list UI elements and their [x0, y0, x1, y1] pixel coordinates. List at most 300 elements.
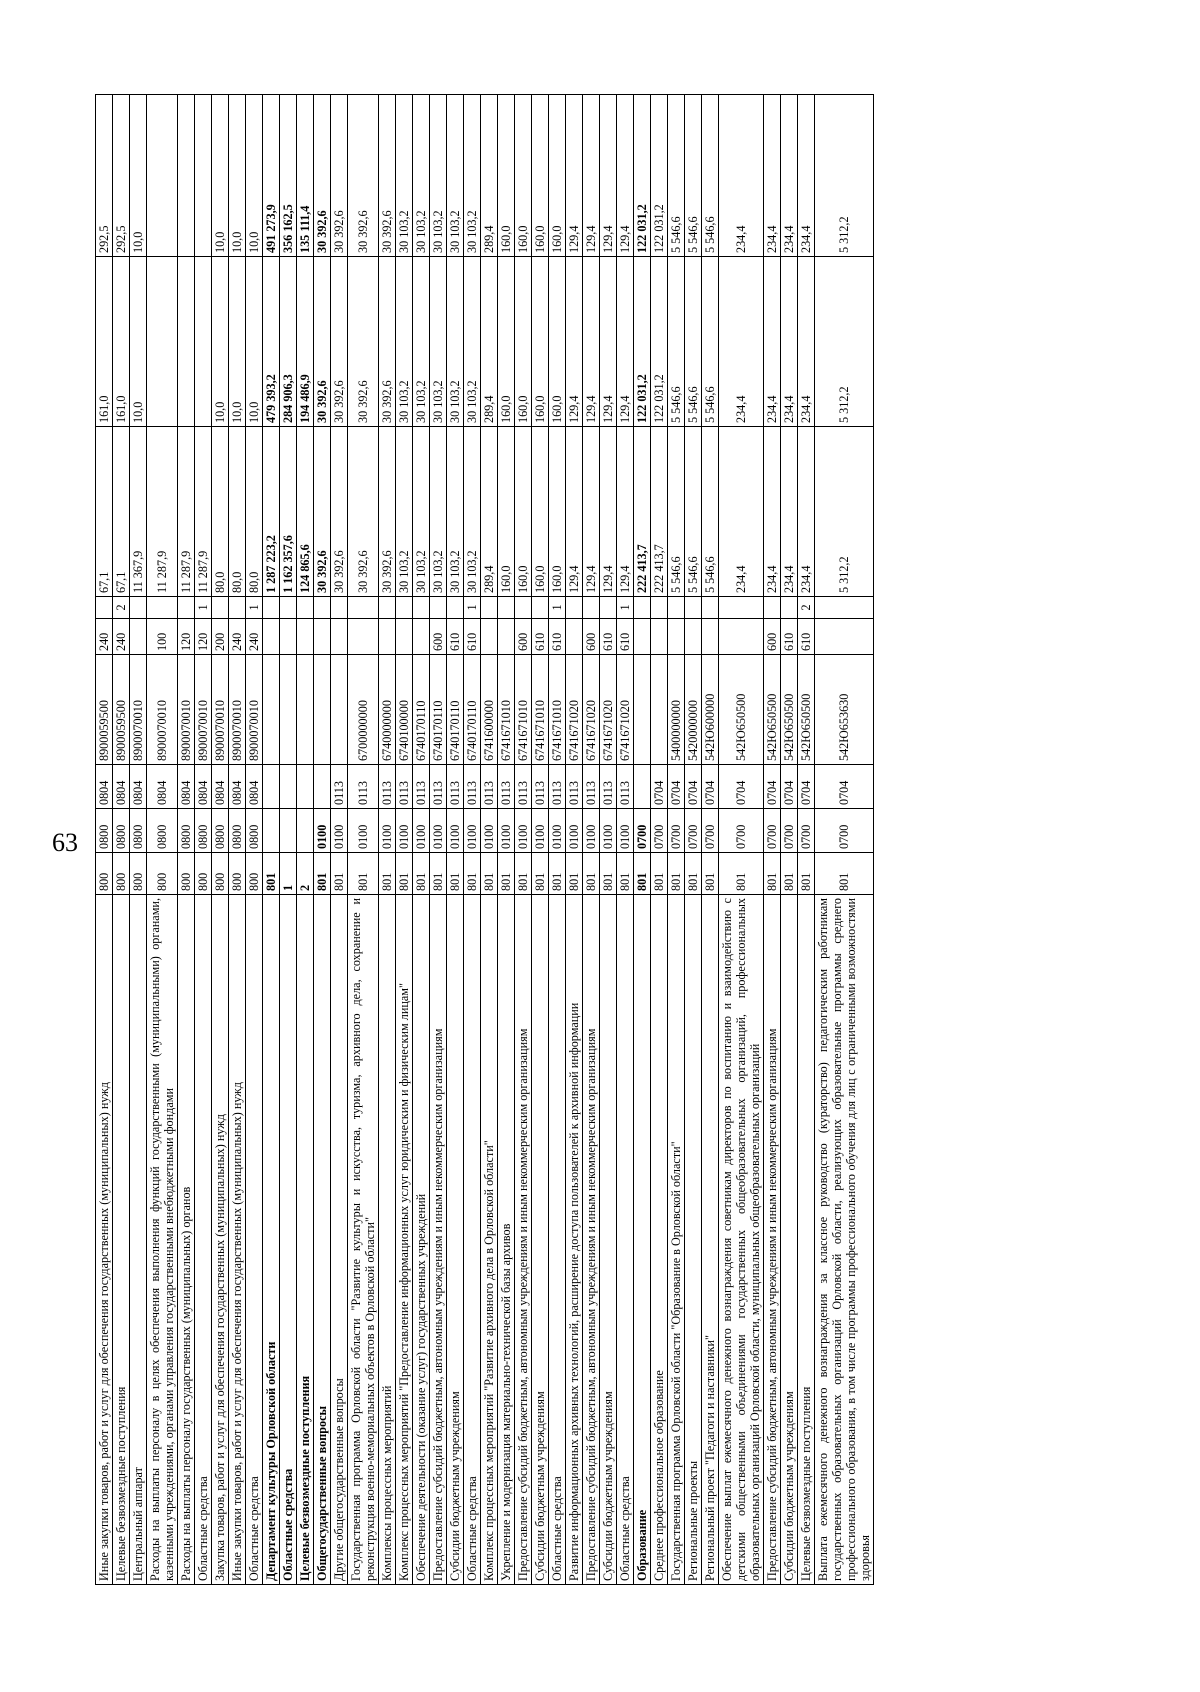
row-source-code	[815, 597, 874, 619]
row-subsection-code: 0113	[566, 765, 583, 809]
row-grbs-code: 800	[147, 853, 178, 895]
row-section-code: 0700	[668, 809, 685, 853]
row-subsection-code: 0804	[147, 765, 178, 809]
row-section-code: 0800	[212, 809, 229, 853]
row-amount-year-3: 292,5	[96, 95, 113, 257]
row-grbs-code: 800	[212, 853, 229, 895]
table-row	[464, 95, 481, 1585]
row-section-code: 0100	[566, 809, 583, 853]
row-source-code	[634, 597, 651, 619]
row-section-code: 0100	[413, 809, 430, 853]
row-amount-year-3: 10,0	[130, 95, 147, 257]
row-target-article-code: 6741671020	[566, 655, 583, 765]
row-amount-year-2: 160,0	[532, 257, 549, 427]
row-amount-year-2: 234,4	[781, 257, 798, 427]
row-name: Укрепление и модернизация материально-технической базы архивов	[498, 895, 515, 1585]
row-subsection-code: 0113	[549, 765, 566, 809]
row-grbs-code: 800	[246, 853, 263, 895]
row-grbs-code: 801	[634, 853, 651, 895]
row-amount-year-2: 30 392,6	[331, 257, 348, 427]
row-target-article-code: 8900070010	[130, 655, 147, 765]
row-amount-year-3: 160,0	[498, 95, 515, 257]
row-source-code	[702, 597, 719, 619]
row-source-code	[781, 597, 798, 619]
table-row	[719, 95, 764, 1585]
row-amount-year-2: 160,0	[515, 257, 532, 427]
row-name: Субсидии бюджетным учреждениям	[532, 895, 549, 1585]
row-target-article-code: 542Ю600000	[702, 655, 719, 765]
row-expense-type-code	[314, 619, 331, 655]
row-target-article-code: 8900070010	[195, 655, 212, 765]
row-amount-year-2: 194 486,9	[297, 257, 314, 427]
table-row	[130, 95, 147, 1585]
row-subsection-code: 0704	[719, 765, 764, 809]
row-amount-year-3: 234,4	[764, 95, 781, 257]
row-name: Расходы на выплаты персоналу государственных (муниципальных) органов	[178, 895, 195, 1585]
row-amount-year-2: 30 392,6	[379, 257, 396, 427]
row-amount-year-3: 30 392,6	[331, 95, 348, 257]
row-section-code: 0700	[685, 809, 702, 853]
row-target-article-code: 6741671010	[549, 655, 566, 765]
row-subsection-code	[297, 765, 314, 809]
table-row	[96, 95, 113, 1585]
row-grbs-code: 801	[600, 853, 617, 895]
page-number: 63	[52, 828, 78, 857]
row-amount-year-1: 80,0	[212, 427, 229, 597]
row-amount-year-2: 30 103,2	[447, 257, 464, 427]
row-section-code: 0100	[348, 809, 379, 853]
row-grbs-code: 801	[651, 853, 668, 895]
row-target-article-code: 8900059500	[113, 655, 130, 765]
row-section-code: 0100	[515, 809, 532, 853]
row-name: Субсидии бюджетным учреждениям	[781, 895, 798, 1585]
row-source-code	[314, 597, 331, 619]
row-name: Областные средства	[195, 895, 212, 1585]
row-amount-year-2: 5 546,6	[685, 257, 702, 427]
row-grbs-code: 801	[331, 853, 348, 895]
row-grbs-code: 801	[668, 853, 685, 895]
row-amount-year-1: 30 103,2	[413, 427, 430, 597]
row-amount-year-1: 160,0	[549, 427, 566, 597]
row-name: Государственная программа Орловской области "Развитие культуры и искусства, туризма, архивного дела, сохранение и реконструкция военно-мемориальных объектов в Орловской области"	[348, 895, 379, 1585]
row-subsection-code: 0704	[685, 765, 702, 809]
row-grbs-code: 801	[447, 853, 464, 895]
row-section-code: 0800	[113, 809, 130, 853]
row-target-article-code: 8900059500	[96, 655, 113, 765]
row-amount-year-1: 67,1	[113, 427, 130, 597]
row-amount-year-3: 30 103,2	[413, 95, 430, 257]
row-subsection-code: 0704	[702, 765, 719, 809]
row-expense-type-code: 610	[617, 619, 634, 655]
row-amount-year-2: 30 392,6	[314, 257, 331, 427]
row-target-article-code: 5400000000	[668, 655, 685, 765]
row-amount-year-3	[178, 95, 195, 257]
row-amount-year-1: 129,4	[617, 427, 634, 597]
row-target-article-code: 8900070010	[147, 655, 178, 765]
row-amount-year-1: 30 103,2	[447, 427, 464, 597]
row-name: Расходы на выплаты персоналу в целях обеспечения выполнения функций государственными (муниципальными) органами, казенными учреждениями, органами управления государственными внебюджетными фондами	[147, 895, 178, 1585]
row-grbs-code: 801	[532, 853, 549, 895]
row-name: Областные средства	[280, 895, 297, 1585]
row-amount-year-2	[147, 257, 178, 427]
table-row	[430, 95, 447, 1585]
table-row	[396, 95, 413, 1585]
row-expense-type-code: 610	[464, 619, 481, 655]
row-grbs-code: 800	[130, 853, 147, 895]
row-expense-type-code: 120	[195, 619, 212, 655]
row-source-code	[379, 597, 396, 619]
row-target-article-code: 542Ю653630	[815, 655, 874, 765]
row-name: Предоставление субсидий бюджетным, автономным учреждениям и иным некоммерческим организациям	[764, 895, 781, 1585]
row-amount-year-1: 80,0	[246, 427, 263, 597]
row-expense-type-code	[719, 619, 764, 655]
row-expense-type-code	[685, 619, 702, 655]
row-amount-year-1: 129,4	[600, 427, 617, 597]
table-row	[668, 95, 685, 1585]
row-amount-year-1: 5 546,6	[685, 427, 702, 597]
row-target-article-code: 6740170110	[447, 655, 464, 765]
row-name: Областные средства	[246, 895, 263, 1585]
row-name: Субсидии бюджетным учреждениям	[600, 895, 617, 1585]
row-amount-year-2: 479 393,2	[263, 257, 280, 427]
row-amount-year-2: 30 103,2	[413, 257, 430, 427]
row-section-code: 0800	[147, 809, 178, 853]
row-subsection-code	[280, 765, 297, 809]
row-amount-year-3: 30 392,6	[314, 95, 331, 257]
row-amount-year-1: 80,0	[229, 427, 246, 597]
row-amount-year-1: 124 865,6	[297, 427, 314, 597]
row-amount-year-3: 356 162,5	[280, 95, 297, 257]
row-grbs-code: 801	[566, 853, 583, 895]
row-name: Целевые безвозмездные поступления	[297, 895, 314, 1585]
row-amount-year-1: 289,4	[481, 427, 498, 597]
row-target-article-code: 6741671010	[498, 655, 515, 765]
row-expense-type-code: 600	[430, 619, 447, 655]
row-target-article-code: 6741671020	[600, 655, 617, 765]
row-grbs-code: 801	[515, 853, 532, 895]
row-source-code	[331, 597, 348, 619]
row-section-code: 0700	[702, 809, 719, 853]
row-section-code: 0100	[379, 809, 396, 853]
row-source-code	[348, 597, 379, 619]
row-amount-year-1: 129,4	[583, 427, 600, 597]
row-subsection-code: 0704	[798, 765, 815, 809]
table-row	[617, 95, 634, 1585]
row-grbs-code: 801	[702, 853, 719, 895]
row-section-code: 0100	[314, 809, 331, 853]
row-expense-type-code	[379, 619, 396, 655]
row-target-article-code: 6740170110	[464, 655, 481, 765]
row-source-code	[583, 597, 600, 619]
row-expense-type-code: 240	[229, 619, 246, 655]
row-target-article-code: 6740170110	[413, 655, 430, 765]
row-subsection-code: 0804	[96, 765, 113, 809]
row-source-code: 1	[246, 597, 263, 619]
row-amount-year-1: 11 287,9	[178, 427, 195, 597]
row-amount-year-3: 122 031,2	[651, 95, 668, 257]
row-amount-year-3: 289,4	[481, 95, 498, 257]
row-amount-year-1: 30 392,6	[379, 427, 396, 597]
row-amount-year-3: 122 031,2	[634, 95, 651, 257]
row-amount-year-1: 5 546,6	[668, 427, 685, 597]
row-amount-year-2: 10,0	[246, 257, 263, 427]
row-amount-year-1: 160,0	[532, 427, 549, 597]
row-amount-year-2: 10,0	[212, 257, 229, 427]
row-section-code: 0800	[195, 809, 212, 853]
table-row	[297, 95, 314, 1585]
row-expense-type-code	[702, 619, 719, 655]
row-target-article-code: 6741600000	[481, 655, 498, 765]
row-amount-year-3: 491 273,9	[263, 95, 280, 257]
row-subsection-code: 0804	[229, 765, 246, 809]
row-amount-year-2: 10,0	[229, 257, 246, 427]
row-section-code	[263, 809, 280, 853]
row-source-code: 2	[798, 597, 815, 619]
row-amount-year-3: 30 392,6	[348, 95, 379, 257]
row-section-code: 0700	[781, 809, 798, 853]
row-grbs-code: 801	[798, 853, 815, 895]
row-source-code	[600, 597, 617, 619]
table-row	[702, 95, 719, 1585]
row-amount-year-3: 30 103,2	[396, 95, 413, 257]
row-amount-year-3: 30 103,2	[430, 95, 447, 257]
row-amount-year-3	[195, 95, 212, 257]
row-grbs-code: 801	[781, 853, 798, 895]
row-expense-type-code	[331, 619, 348, 655]
row-source-code	[447, 597, 464, 619]
table-row	[498, 95, 515, 1585]
row-amount-year-3: 129,4	[617, 95, 634, 257]
row-source-code	[212, 597, 229, 619]
row-section-code: 0700	[764, 809, 781, 853]
row-source-code	[178, 597, 195, 619]
row-amount-year-1: 11 287,9	[147, 427, 178, 597]
row-expense-type-code	[481, 619, 498, 655]
row-target-article-code	[634, 655, 651, 765]
row-amount-year-3: 234,4	[781, 95, 798, 257]
row-target-article-code: 6740100000	[396, 655, 413, 765]
row-amount-year-2: 129,4	[617, 257, 634, 427]
row-grbs-code: 801	[430, 853, 447, 895]
row-subsection-code: 0113	[447, 765, 464, 809]
row-target-article-code: 8900070010	[178, 655, 195, 765]
row-source-code: 1	[195, 597, 212, 619]
row-subsection-code: 0113	[617, 765, 634, 809]
table-row	[481, 95, 498, 1585]
row-target-article-code	[297, 655, 314, 765]
row-section-code: 0800	[96, 809, 113, 853]
table-row	[195, 95, 212, 1585]
row-expense-type-code	[634, 619, 651, 655]
row-subsection-code: 0113	[430, 765, 447, 809]
table-row	[147, 95, 178, 1585]
row-grbs-code: 801	[314, 853, 331, 895]
row-subsection-code: 0113	[348, 765, 379, 809]
row-amount-year-3: 234,4	[798, 95, 815, 257]
row-section-code: 0100	[481, 809, 498, 853]
row-name: Департамент культуры Орловской области	[263, 895, 280, 1585]
row-name: Предоставление субсидий бюджетным, автономным учреждениям и иным некоммерческим организациям	[430, 895, 447, 1585]
table-row	[566, 95, 583, 1585]
row-target-article-code: 6740170110	[430, 655, 447, 765]
row-target-article-code: 542Ю650500	[764, 655, 781, 765]
row-expense-type-code: 600	[583, 619, 600, 655]
row-subsection-code	[263, 765, 280, 809]
row-amount-year-2: 5 312,2	[815, 257, 874, 427]
table-row	[549, 95, 566, 1585]
table-row	[263, 95, 280, 1585]
row-grbs-code: 801	[764, 853, 781, 895]
row-grbs-code: 800	[96, 853, 113, 895]
row-subsection-code: 0113	[396, 765, 413, 809]
row-name: Областные средства	[464, 895, 481, 1585]
row-source-code: 1	[464, 597, 481, 619]
row-name: Центральный аппарат	[130, 895, 147, 1585]
row-amount-year-1: 160,0	[498, 427, 515, 597]
table-row	[781, 95, 798, 1585]
table-row	[280, 95, 297, 1585]
row-subsection-code: 0113	[600, 765, 617, 809]
row-section-code: 0100	[447, 809, 464, 853]
row-amount-year-2: 129,4	[566, 257, 583, 427]
row-expense-type-code: 610	[532, 619, 549, 655]
row-amount-year-2: 30 103,2	[464, 257, 481, 427]
row-source-code	[147, 597, 178, 619]
row-expense-type-code	[815, 619, 874, 655]
row-subsection-code: 0804	[246, 765, 263, 809]
row-grbs-code: 801	[481, 853, 498, 895]
row-amount-year-2: 234,4	[764, 257, 781, 427]
row-target-article-code: 6700000000	[348, 655, 379, 765]
row-section-code: 0100	[464, 809, 481, 853]
row-target-article-code: 6741671010	[515, 655, 532, 765]
row-source-code	[719, 597, 764, 619]
row-target-article-code	[331, 655, 348, 765]
row-section-code: 0100	[498, 809, 515, 853]
row-amount-year-2: 129,4	[583, 257, 600, 427]
row-amount-year-3: 129,4	[600, 95, 617, 257]
rotated-document	[95, 95, 1045, 1585]
row-section-code: 0100	[430, 809, 447, 853]
row-amount-year-1: 30 103,2	[464, 427, 481, 597]
row-name: Иные закупки товаров, работ и услуг для обеспечения государственных (муниципальных) нужд	[229, 895, 246, 1585]
row-amount-year-1: 129,4	[566, 427, 583, 597]
row-section-code: 0700	[798, 809, 815, 853]
row-amount-year-1: 160,0	[515, 427, 532, 597]
row-amount-year-3	[147, 95, 178, 257]
row-subsection-code: 0704	[651, 765, 668, 809]
row-source-code	[297, 597, 314, 619]
row-amount-year-1: 234,4	[764, 427, 781, 597]
row-source-code	[532, 597, 549, 619]
row-name: Комплекс процессных мероприятий "Развитие архивного дела в Орловской области"	[481, 895, 498, 1585]
row-name: Среднее профессиональное образование	[651, 895, 668, 1585]
row-amount-year-1: 11 287,9	[195, 427, 212, 597]
row-subsection-code: 0704	[668, 765, 685, 809]
row-grbs-code: 801	[348, 853, 379, 895]
budget-table-body	[96, 95, 874, 1585]
row-target-article-code: 5420000000	[685, 655, 702, 765]
row-amount-year-2: 30 103,2	[430, 257, 447, 427]
row-grbs-code: 801	[719, 853, 764, 895]
row-target-article-code: 6740000000	[379, 655, 396, 765]
row-section-code: 0700	[634, 809, 651, 853]
row-amount-year-2: 122 031,2	[634, 257, 651, 427]
row-subsection-code: 0113	[331, 765, 348, 809]
row-grbs-code: 801	[498, 853, 515, 895]
row-expense-type-code	[668, 619, 685, 655]
table-row	[651, 95, 668, 1585]
row-amount-year-3: 129,4	[566, 95, 583, 257]
table-row	[178, 95, 195, 1585]
table-row	[331, 95, 348, 1585]
row-target-article-code	[314, 655, 331, 765]
row-name: Выплата ежемесячного денежного вознаграждения за классное руководство (кураторство) педагогическим работникам государственных образовательных организаций Орловской области, реализующих образовательные программы среднего профессионального образования, в том числе программы профессионального обучения для лиц с ограниченными возможностями здоровья	[815, 895, 874, 1585]
row-expense-type-code: 610	[549, 619, 566, 655]
row-amount-year-3: 129,4	[583, 95, 600, 257]
row-name: Другие общегосударственные вопросы	[331, 895, 348, 1585]
row-expense-type-code	[263, 619, 280, 655]
row-subsection-code: 0113	[532, 765, 549, 809]
table-row	[685, 95, 702, 1585]
row-section-code: 0800	[130, 809, 147, 853]
row-expense-type-code: 120	[178, 619, 195, 655]
row-subsection-code	[634, 765, 651, 809]
row-source-code	[566, 597, 583, 619]
row-amount-year-3: 5 312,2	[815, 95, 874, 257]
row-expense-type-code: 600	[764, 619, 781, 655]
row-grbs-code: 800	[195, 853, 212, 895]
row-source-code	[685, 597, 702, 619]
row-source-code	[651, 597, 668, 619]
row-amount-year-2: 289,4	[481, 257, 498, 427]
row-source-code: 2	[113, 597, 130, 619]
row-amount-year-1: 1 287 223,2	[263, 427, 280, 597]
row-source-code	[396, 597, 413, 619]
row-expense-type-code	[130, 619, 147, 655]
row-name: Субсидии бюджетным учреждениям	[447, 895, 464, 1585]
row-grbs-code: 801	[583, 853, 600, 895]
row-name: Областные средства	[549, 895, 566, 1585]
row-amount-year-1: 5 546,6	[702, 427, 719, 597]
row-expense-type-code	[280, 619, 297, 655]
row-section-code: 0100	[583, 809, 600, 853]
row-grbs-code: 1	[280, 853, 297, 895]
row-section-code: 0700	[719, 809, 764, 853]
table-row	[515, 95, 532, 1585]
row-amount-year-1: 222 413,7	[651, 427, 668, 597]
row-expense-type-code: 200	[212, 619, 229, 655]
row-amount-year-1: 222 413,7	[634, 427, 651, 597]
row-section-code: 0800	[178, 809, 195, 853]
row-subsection-code: 0804	[195, 765, 212, 809]
row-section-code: 0700	[815, 809, 874, 853]
row-target-article-code: 542Ю650500	[798, 655, 815, 765]
row-subsection-code: 0113	[515, 765, 532, 809]
row-grbs-code: 800	[229, 853, 246, 895]
row-amount-year-1: 11 367,9	[130, 427, 147, 597]
row-expense-type-code: 610	[600, 619, 617, 655]
row-section-code: 0700	[651, 809, 668, 853]
row-section-code	[297, 809, 314, 853]
row-expense-type-code: 240	[96, 619, 113, 655]
row-amount-year-3: 234,4	[719, 95, 764, 257]
row-amount-year-3: 292,5	[113, 95, 130, 257]
table-row	[600, 95, 617, 1585]
row-source-code	[96, 597, 113, 619]
row-source-code	[413, 597, 430, 619]
row-section-code: 0100	[396, 809, 413, 853]
